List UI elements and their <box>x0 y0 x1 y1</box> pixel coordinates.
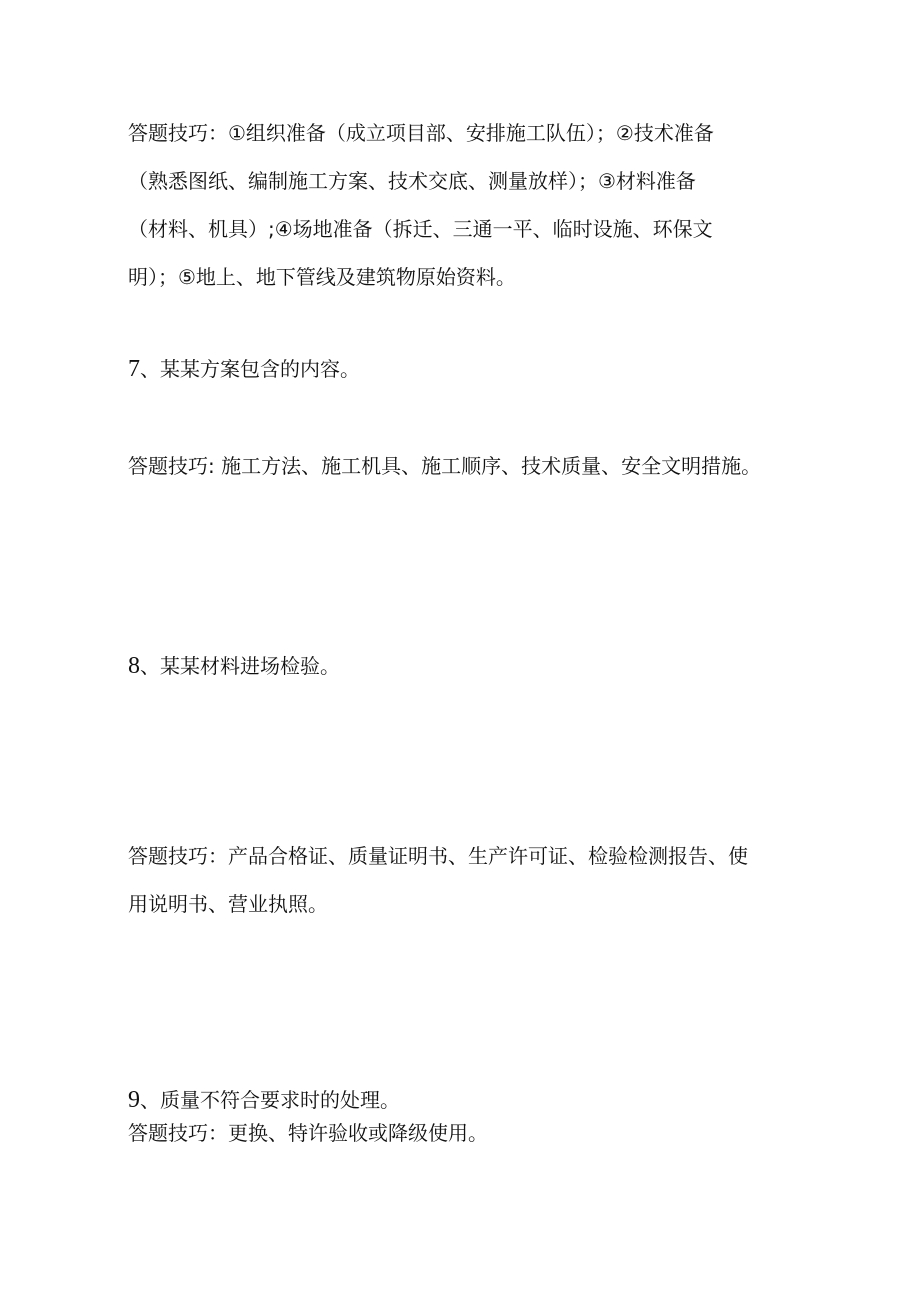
question-7-number: 7 <box>128 356 140 382</box>
answer-6-line-1: 答题技巧：①组织准备（成立项目部、安排施工队伍）；②技术准备 <box>128 121 714 145</box>
answer-8-line-2: 用说明书、营业执照。 <box>128 892 328 916</box>
question-9-heading <box>128 1088 808 1112</box>
answer-7-line-1: 答题技巧: 施工方法、施工机具、施工顺序、技术质量、安全文明措施。 <box>128 454 762 478</box>
question-8-text: 、某某材料进场检验。 <box>140 654 340 678</box>
question-8-number: 8 <box>128 653 140 679</box>
answer-7 <box>128 456 808 476</box>
answer-8 <box>128 846 808 914</box>
question-9-number: 9 <box>128 1087 140 1113</box>
answer-9 <box>128 1123 808 1143</box>
answer-6-line-3: （材料、机具）;④场地准备（拆迁、三通一平、临时设施、环保文 <box>128 217 713 241</box>
answer-8-line-1: 答题技巧：产品合格证、质量证明书、生产许可证、检验检测报告、使 <box>128 844 748 868</box>
answer-9-line-1: 答题技巧：更换、特许验收或降级使用。 <box>128 1121 488 1145</box>
answer-6-line-4: 明）；⑤地上、地下管线及建筑物原始资料。 <box>128 265 516 289</box>
question-8-heading <box>128 654 808 678</box>
question-9-text: 、质量不符合要求时的处理。 <box>140 1088 400 1112</box>
answer-6-line-2: （熟悉图纸、编制施工方案、技术交底、测量放样）；③材料准备 <box>128 169 696 193</box>
answer-6 <box>128 123 808 287</box>
question-7-text: 、某某方案包含的内容。 <box>140 357 360 381</box>
question-7-heading <box>128 357 808 381</box>
